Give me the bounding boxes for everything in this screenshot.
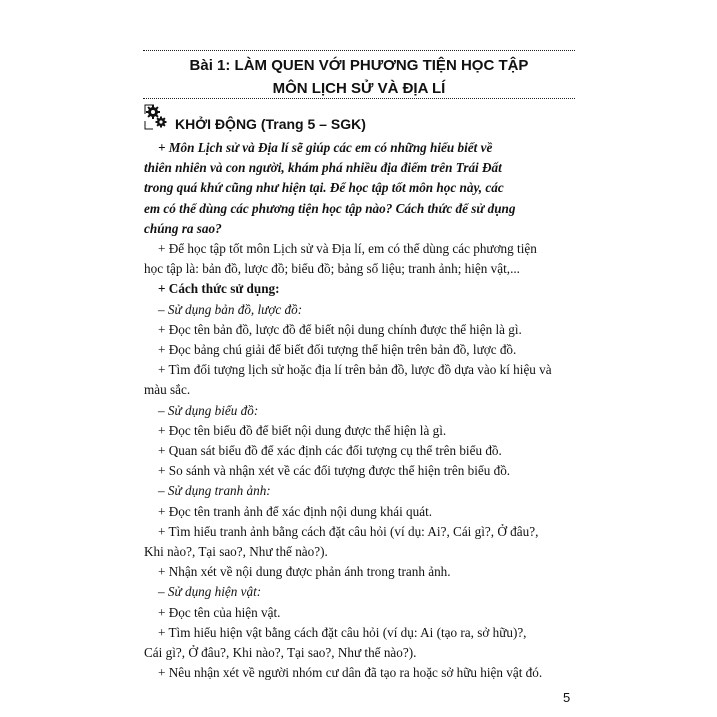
lesson-body	[144, 138, 576, 683]
section-heading: KHỞI ĐỘNG (Trang 5 – SGK)	[175, 116, 366, 132]
answer-line: + Đọc tên tranh ảnh để xác định nội dung khái quát.	[158, 503, 433, 519]
top-dotted-rule	[143, 50, 575, 51]
answer-subheading: + Cách thức sử dụng:	[158, 281, 280, 297]
answer-line: Khi nào?, Tại sao?, Như thế nào?).	[144, 544, 328, 560]
answer-line: + Nêu nhận xét về người nhóm cư dân đã tạo ra hoặc sở hữu hiện vật đó.	[158, 665, 543, 681]
answer-line: + Để học tập tốt môn Lịch sử và Địa lí, em có thể dùng các phương tiện	[158, 241, 537, 257]
answer-line: học tập là: bản đồ, lược đồ; biểu đồ; bảng số liệu; tranh ảnh; hiện vật,...	[144, 261, 520, 277]
answer-line: + Tìm đối tượng lịch sử hoặc địa lí trên bản đồ, lược đồ dựa vào kí hiệu và	[158, 362, 552, 378]
answer-method: – Sử dụng bản đồ, lược đồ:	[158, 301, 303, 317]
gears-icon	[144, 104, 168, 130]
answer-line: + Đọc bảng chú giải để biết đối tượng thể hiện trên bản đồ, lược đồ.	[158, 342, 517, 358]
answer-method: – Sử dụng biểu đồ:	[158, 402, 259, 418]
bottom-dotted-rule	[143, 98, 575, 99]
question-line: + Môn Lịch sử và Địa lí sẽ giúp các em có những hiểu biết về	[158, 140, 493, 155]
answer-line: màu sắc.	[144, 382, 191, 398]
answer-line: + Tìm hiểu tranh ảnh bằng cách đặt câu hỏi (ví dụ: Ai?, Cái gì?, Ở đâu?,	[158, 523, 539, 539]
answer-line: + Đọc tên của hiện vật.	[158, 604, 281, 620]
question-line: thiên nhiên và con người, khám phá nhiều địa điểm trên Trái Đất	[144, 160, 502, 176]
question-line: chúng ra sao?	[144, 220, 222, 236]
answer-line: + Đọc tên biểu đồ để biết nội dung được thể hiện là gì.	[158, 422, 447, 438]
answer-method: – Sử dụng tranh ảnh:	[158, 483, 271, 499]
answer-line: + Nhận xét về nội dung được phản ánh trong tranh ảnh.	[158, 564, 451, 580]
answer-line: + Đọc tên bản đồ, lược đồ để biết nội dung chính được thể hiện là gì.	[158, 321, 522, 337]
answer-line: + Tìm hiểu hiện vật bằng cách đặt câu hỏi (ví dụ: Ai (tạo ra, sở hữu)?,	[158, 624, 527, 640]
answer-method: – Sử dụng hiện vật:	[158, 584, 262, 600]
answer-line: + Quan sát biểu đồ để xác định các đối tượng cụ thể trên biểu đồ.	[158, 443, 502, 459]
page-number: 5	[563, 690, 571, 705]
lesson-subject: MÔN LỊCH SỬ VÀ ĐỊA LÍ	[272, 80, 446, 97]
question-line: em có thể dùng các phương tiện học tập nào? Cách thức để sử dụng	[144, 200, 516, 216]
answer-line: + So sánh và nhận xét về các đối tượng được thể hiện trên biểu đồ.	[158, 463, 511, 479]
answer-line: Cái gì?, Ở đâu?, Khi nào?, Tại sao?, Như thế nào?).	[144, 645, 417, 661]
lesson-title: Bài 1: LÀM QUEN VỚI PHƯƠNG TIỆN HỌC TẬP	[189, 57, 529, 74]
question-line: trong quá khứ cũng như hiện tại. Để học tập tốt môn học này, các	[144, 180, 504, 196]
